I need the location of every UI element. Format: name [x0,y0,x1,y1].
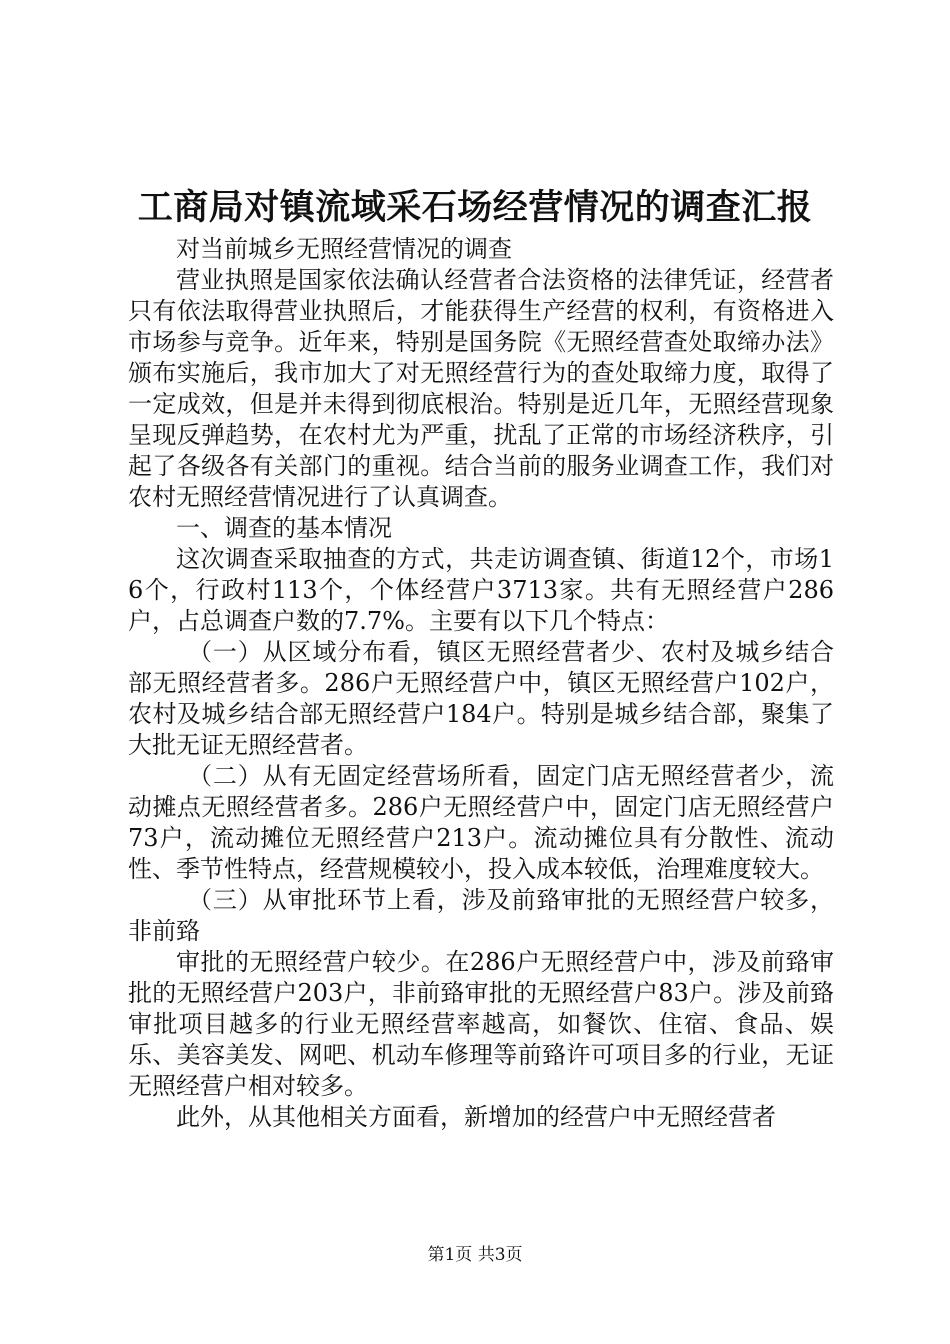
paragraph-other-aspects: 此外，从其他相关方面看，新增加的经营户中无照经营者 [176,1103,776,1131]
page-footer: 第1页 共3页 [427,1245,523,1265]
paragraph-point-2: （二）从有无固定经营场所看，固定门店无照经营者少，流动摊点无照经营者多。286户无照经营户中，固定门店无照经营户73户，流动摊位无照经营户213户。流动摊位具有分散性、流动性、季节性特点，经营规模较小，投入成本较低，治理难度较大。 [128,762,834,883]
paragraph-point-3-continued: 审批的无照经营户较少。在286户无照经营户中，涉及前臵审批的无照经营户203户，非前臵审批的无照经营户83户。涉及前臵审批项目越多的行业无照经营率越高，如餐饮、住宿、食品、娱乐、美容美发、网吧、机动车修理等前臵许可项目多的行业，无证无照经营户相对较多。 [128,948,834,1100]
paragraph-survey-method: 这次调查采取抽查的方式，共走访调查镇、街道12个，市场16个，行政村113个，个体经营户3713家。共有无照经营户286户，占总调查户数的7.7%。主要有以下几个特点： [128,545,834,635]
paragraph-subtitle: 对当前城乡无照经营情况的调查 [176,235,512,263]
section-heading-basic-situation: 一、调查的基本情况 [176,514,392,542]
document-title: 工商局对镇流域采石场经营情况的调查汇报 [137,187,813,228]
paragraph-point-1: （一）从区域分布看，镇区无照经营者少、农村及城乡结合部无照经营者多。286户无照经营户中，镇区无照经营户102户，农村及城乡结合部无照经营户184户。特别是城乡结合部，聚集了大批无证无照经营者。 [128,638,834,759]
paragraph-intro: 营业执照是国家依法确认经营者合法资格的法律凭证，经营者只有依法取得营业执照后，才能获得生产经营的权利，有资格进入市场参与竞争。近年来，特别是国务院《无照经营查处取缔办法》颁布实施后，我市加大了对无照经营行为的查处取缔力度，取得了一定成效，但是并未得到彻底根治。特别是近几年，无照经营现象呈现反弹趋势，在农村尤为严重，扰乱了正常的市场经济秩序，引起了各级各有关部门的重视。结合当前的服务业调查工作，我们对农村无照经营情况进行了认真调查。 [128,266,834,511]
document-body [128,234,834,1133]
paragraph-point-3: （三）从审批环节上看，涉及前臵审批的无照经营户较多，非前臵 [128,886,834,945]
